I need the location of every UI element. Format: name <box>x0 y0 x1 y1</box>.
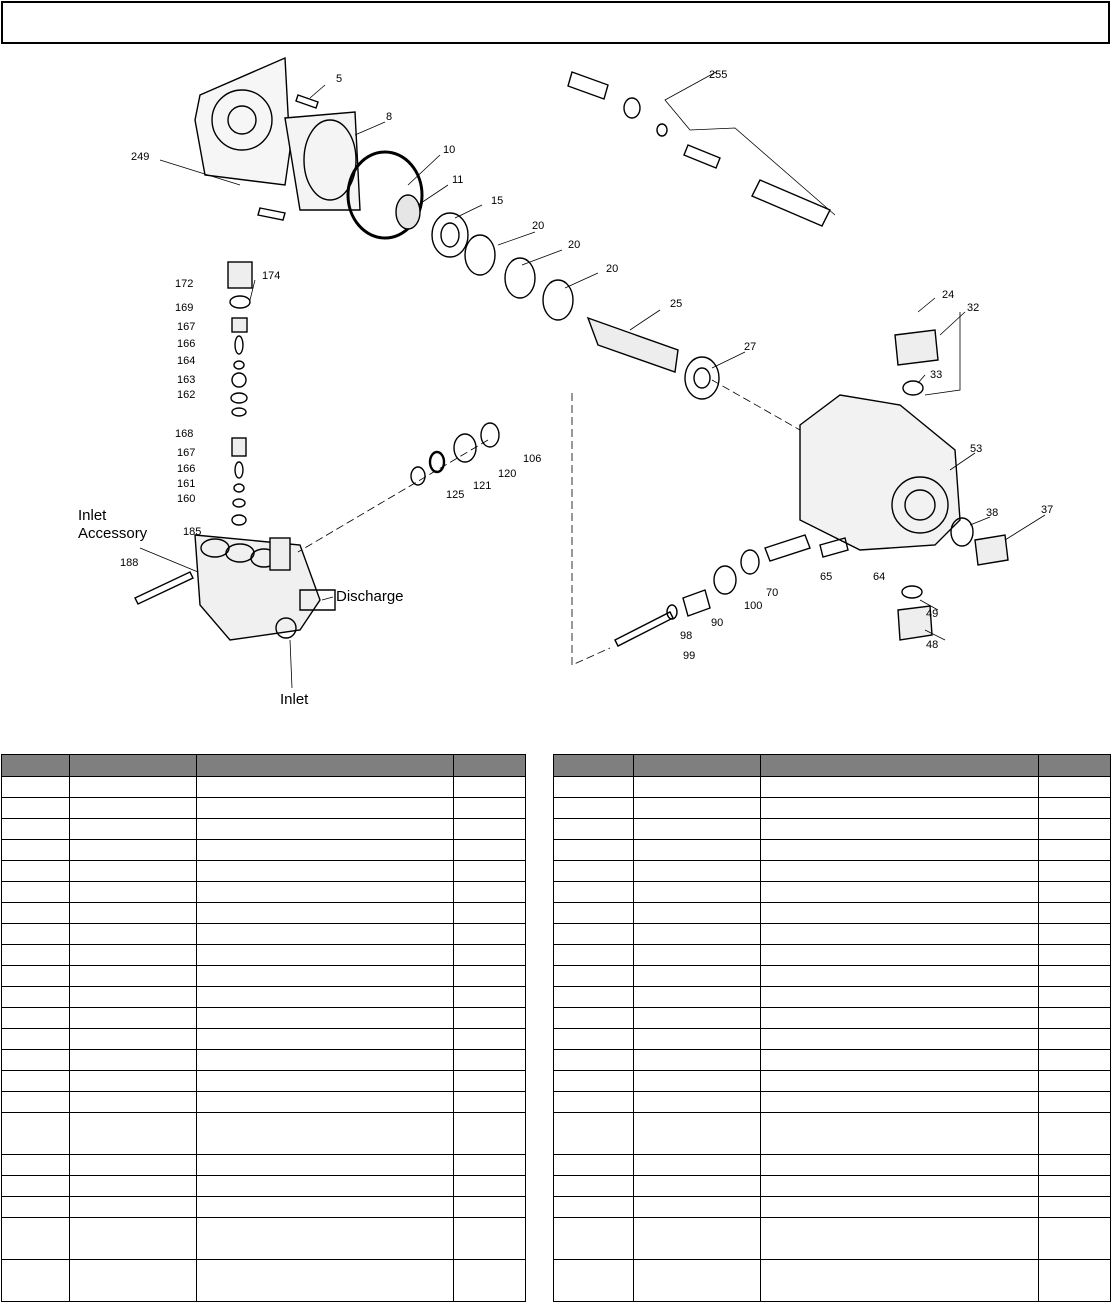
callout: 11 <box>452 174 464 186</box>
table-row <box>2 861 526 882</box>
table-cell <box>70 966 197 987</box>
table-cell <box>554 777 634 798</box>
table-row <box>2 1155 526 1176</box>
parts-table-left <box>1 754 526 1302</box>
table-cell <box>2 1155 70 1176</box>
table-cell <box>454 966 526 987</box>
table-header-row <box>554 755 1111 777</box>
table-cell <box>197 1029 454 1050</box>
table-cell <box>197 987 454 1008</box>
table-cell <box>70 840 197 861</box>
table-cell <box>761 777 1039 798</box>
table-cell <box>1039 1155 1111 1176</box>
callout: 53 <box>970 443 983 455</box>
table-cell <box>634 903 761 924</box>
table-cell <box>2 903 70 924</box>
table-cell <box>70 882 197 903</box>
table-cell <box>761 1197 1039 1218</box>
callout: 27 <box>744 341 757 353</box>
table-row <box>554 819 1111 840</box>
table-cell <box>2 924 70 945</box>
table-row <box>2 777 526 798</box>
callout: 121 <box>473 480 492 492</box>
table-cell <box>454 924 526 945</box>
table-cell <box>761 1050 1039 1071</box>
table-cell <box>554 924 634 945</box>
table-row <box>2 945 526 966</box>
table-cell <box>634 1176 761 1197</box>
table-cell <box>554 882 634 903</box>
table-cell <box>70 987 197 1008</box>
header-box <box>1 1 1110 44</box>
table-cell <box>454 840 526 861</box>
callout: 10 <box>443 144 456 156</box>
callout: 20 <box>532 220 545 232</box>
table-cell <box>554 1008 634 1029</box>
table-cell <box>197 903 454 924</box>
table-cell <box>761 1092 1039 1113</box>
table-row <box>554 924 1111 945</box>
table-cell <box>70 1092 197 1113</box>
table-cell <box>554 1218 634 1260</box>
table-row <box>2 987 526 1008</box>
callout: 65 <box>820 571 833 583</box>
callout: 125 <box>446 489 465 501</box>
table-cell <box>2 1260 70 1302</box>
table-cell <box>554 1113 634 1155</box>
table-cell <box>197 1218 454 1260</box>
inlet-accessory-label: Accessory <box>78 525 148 542</box>
table-cell <box>2 819 70 840</box>
table-cell <box>554 966 634 987</box>
table-row <box>554 987 1111 1008</box>
callout: 64 <box>873 571 886 583</box>
table-cell <box>2 840 70 861</box>
table-cell <box>70 945 197 966</box>
callout: 255 <box>709 69 728 81</box>
table-cell <box>454 1071 526 1092</box>
table-cell <box>454 987 526 1008</box>
table-cell <box>761 798 1039 819</box>
table-cell <box>634 966 761 987</box>
callout: 48 <box>926 639 939 651</box>
table-cell <box>1039 1260 1111 1302</box>
table-cell <box>2 966 70 987</box>
table-cell <box>554 861 634 882</box>
table-cell <box>634 1260 761 1302</box>
table-cell <box>554 1260 634 1302</box>
table-row <box>2 798 526 819</box>
inlet-accessory-label: Inlet <box>78 507 107 524</box>
table-cell <box>2 1113 70 1155</box>
table-cell <box>761 882 1039 903</box>
table-cell <box>1039 966 1111 987</box>
table-cell <box>454 1113 526 1155</box>
table-row <box>2 1260 526 1302</box>
parts-table-right <box>553 754 1111 1302</box>
table-cell <box>2 861 70 882</box>
table-row <box>554 840 1111 861</box>
table-cell <box>70 1197 197 1218</box>
table-cell <box>1039 1176 1111 1197</box>
callout: 161 <box>177 478 196 490</box>
table-cell <box>761 1218 1039 1260</box>
table-cell <box>1039 1113 1111 1155</box>
callout: 32 <box>967 302 980 314</box>
table-cell <box>634 924 761 945</box>
table-cell <box>197 861 454 882</box>
table-cell <box>2 882 70 903</box>
callout: 164 <box>177 355 196 367</box>
table-cell <box>1039 1071 1111 1092</box>
table-cell <box>634 1218 761 1260</box>
table-cell <box>197 1197 454 1218</box>
callout: 20 <box>568 239 581 251</box>
table-row <box>2 1218 526 1260</box>
table-row <box>2 1071 526 1092</box>
table-row <box>2 1050 526 1071</box>
callout: 20 <box>606 263 619 275</box>
table-cell <box>2 987 70 1008</box>
table-cell <box>554 1029 634 1050</box>
table-row <box>554 1218 1111 1260</box>
table-row <box>554 1197 1111 1218</box>
table-cell <box>197 924 454 945</box>
table-cell <box>1039 903 1111 924</box>
table-cell <box>197 1155 454 1176</box>
table-cell <box>197 1071 454 1092</box>
table-cell <box>454 882 526 903</box>
table-cell <box>454 1050 526 1071</box>
table-cell <box>1039 777 1111 798</box>
table-cell <box>1039 987 1111 1008</box>
callout: 120 <box>498 468 517 480</box>
table-cell <box>454 819 526 840</box>
table-cell <box>1039 924 1111 945</box>
table-row <box>2 819 526 840</box>
table-cell <box>634 798 761 819</box>
table-cell <box>554 903 634 924</box>
table-cell <box>2 1008 70 1029</box>
table-cell <box>634 1071 761 1092</box>
table-row <box>554 1260 1111 1302</box>
table-cell <box>554 1155 634 1176</box>
table-cell <box>454 861 526 882</box>
table-cell <box>2 798 70 819</box>
table-cell <box>2 1050 70 1071</box>
table-cell <box>761 1029 1039 1050</box>
callout: 169 <box>175 302 194 314</box>
table-cell <box>454 777 526 798</box>
callout: 188 <box>120 557 139 569</box>
table-cell <box>634 861 761 882</box>
table-cell <box>454 1155 526 1176</box>
table-cell <box>554 1092 634 1113</box>
table-cell <box>2 1071 70 1092</box>
table-cell <box>634 777 761 798</box>
table-cell <box>634 945 761 966</box>
table-cell <box>761 987 1039 1008</box>
table-cell <box>70 1071 197 1092</box>
table-cell <box>761 1155 1039 1176</box>
callout: 160 <box>177 493 196 505</box>
callout: 167 <box>177 447 196 459</box>
table-cell <box>554 798 634 819</box>
table-cell <box>70 924 197 945</box>
table-cell <box>634 987 761 1008</box>
table-cell <box>70 798 197 819</box>
callout: 166 <box>177 338 196 350</box>
callout: 98 <box>680 630 693 642</box>
table-cell <box>634 1092 761 1113</box>
table-cell <box>554 1197 634 1218</box>
exploded-parts-diagram <box>0 48 1113 720</box>
table-cell <box>634 882 761 903</box>
cover-plate <box>195 58 290 185</box>
table-cell <box>554 945 634 966</box>
table-cell <box>761 861 1039 882</box>
table-cell <box>197 882 454 903</box>
table-cell <box>634 1050 761 1071</box>
table-row <box>2 924 526 945</box>
table-row <box>554 1176 1111 1197</box>
callout: 162 <box>177 389 196 401</box>
table-cell <box>197 1092 454 1113</box>
table-cell <box>634 1197 761 1218</box>
callout: 8 <box>386 111 393 123</box>
table-cell <box>70 1113 197 1155</box>
table-row <box>554 903 1111 924</box>
table-row <box>2 1092 526 1113</box>
table-row <box>554 1029 1111 1050</box>
callout: 106 <box>523 453 542 465</box>
table-row <box>554 945 1111 966</box>
table-cell <box>70 1050 197 1071</box>
table-row <box>554 1071 1111 1092</box>
table-cell <box>197 840 454 861</box>
camshaft <box>588 318 678 372</box>
table-cell <box>634 1155 761 1176</box>
table-cell <box>761 966 1039 987</box>
table-cell <box>197 777 454 798</box>
table-cell <box>197 1113 454 1155</box>
table-cell <box>197 966 454 987</box>
table-row <box>2 966 526 987</box>
callout: 70 <box>766 587 779 599</box>
table-cell <box>1039 1197 1111 1218</box>
table-row <box>2 840 526 861</box>
table-cell <box>197 819 454 840</box>
callout: 5 <box>336 73 343 85</box>
callout: 185 <box>183 526 202 538</box>
table-cell <box>554 819 634 840</box>
table-cell <box>634 1008 761 1029</box>
table-cell <box>1039 945 1111 966</box>
table-cell <box>554 987 634 1008</box>
table-cell <box>761 1260 1039 1302</box>
callout: 15 <box>491 195 504 207</box>
table-cell <box>197 1008 454 1029</box>
table-row <box>2 1029 526 1050</box>
callout: 166 <box>177 463 196 475</box>
table-cell <box>1039 1092 1111 1113</box>
table-cell <box>1039 1029 1111 1050</box>
table-cell <box>454 1197 526 1218</box>
table-cell <box>454 945 526 966</box>
table-cell <box>70 1176 197 1197</box>
table-cell <box>70 777 197 798</box>
table-cell <box>761 1113 1039 1155</box>
pump-head <box>800 395 960 550</box>
table-row <box>554 1113 1111 1155</box>
table-cell <box>1039 1218 1111 1260</box>
callout: 172 <box>175 278 194 290</box>
callout: 25 <box>670 298 683 310</box>
table-cell <box>70 1029 197 1050</box>
table-cell <box>634 840 761 861</box>
table-cell <box>70 861 197 882</box>
callout: 37 <box>1041 504 1054 516</box>
table-cell <box>554 840 634 861</box>
table-cell <box>761 945 1039 966</box>
table-row <box>554 798 1111 819</box>
table-cell <box>454 1029 526 1050</box>
table-cell <box>70 1260 197 1302</box>
table-cell <box>554 1071 634 1092</box>
table-cell <box>454 1092 526 1113</box>
table-cell <box>197 798 454 819</box>
table-cell <box>70 903 197 924</box>
table-row <box>554 1050 1111 1071</box>
table-cell <box>761 903 1039 924</box>
discharge-label: Discharge <box>336 588 404 605</box>
table-cell <box>761 1071 1039 1092</box>
table-cell <box>761 1176 1039 1197</box>
table-cell <box>197 945 454 966</box>
inlet-label: Inlet <box>280 691 309 708</box>
table-cell <box>761 1008 1039 1029</box>
callout: 167 <box>177 321 196 333</box>
table-row <box>2 882 526 903</box>
table-cell <box>554 1176 634 1197</box>
table-cell <box>1039 798 1111 819</box>
callout: 163 <box>177 374 196 386</box>
table-cell <box>554 1050 634 1071</box>
table-row <box>554 1092 1111 1113</box>
table-cell <box>454 1008 526 1029</box>
callout: 33 <box>930 369 943 381</box>
table-cell <box>761 840 1039 861</box>
table-cell <box>1039 1008 1111 1029</box>
table-row <box>554 1155 1111 1176</box>
table-cell <box>2 1176 70 1197</box>
table-cell <box>197 1050 454 1071</box>
table-cell <box>70 1218 197 1260</box>
table-cell <box>2 777 70 798</box>
table-row <box>2 1176 526 1197</box>
table-cell <box>2 945 70 966</box>
callout: 38 <box>986 507 999 519</box>
callout: 90 <box>711 617 724 629</box>
table-cell <box>634 1029 761 1050</box>
callout: 174 <box>262 270 281 282</box>
table-cell <box>454 1218 526 1260</box>
table-cell <box>1039 861 1111 882</box>
table-header-row <box>2 755 526 777</box>
callout: 249 <box>131 151 150 163</box>
callout: 168 <box>175 428 194 440</box>
table-cell <box>454 903 526 924</box>
table-row <box>2 903 526 924</box>
callout: 49 <box>926 608 939 620</box>
table-cell <box>2 1197 70 1218</box>
table-row <box>554 882 1111 903</box>
table-row <box>554 966 1111 987</box>
callout: 99 <box>683 650 696 662</box>
table-row <box>2 1008 526 1029</box>
table-cell <box>454 798 526 819</box>
table-cell <box>70 1008 197 1029</box>
table-cell <box>2 1029 70 1050</box>
callout: 24 <box>942 289 955 301</box>
table-row <box>554 861 1111 882</box>
table-cell <box>761 819 1039 840</box>
table-cell <box>2 1218 70 1260</box>
table-cell <box>1039 1050 1111 1071</box>
table-cell <box>634 819 761 840</box>
table-cell <box>1039 882 1111 903</box>
table-cell <box>70 1155 197 1176</box>
table-cell <box>1039 840 1111 861</box>
table-cell <box>761 924 1039 945</box>
callout: 100 <box>744 600 763 612</box>
table-cell <box>197 1176 454 1197</box>
table-cell <box>1039 819 1111 840</box>
table-row <box>2 1113 526 1155</box>
table-cell <box>2 1092 70 1113</box>
table-cell <box>70 819 197 840</box>
table-row <box>554 1008 1111 1029</box>
table-cell <box>634 1113 761 1155</box>
table-row <box>2 1197 526 1218</box>
table-cell <box>197 1260 454 1302</box>
table-cell <box>454 1176 526 1197</box>
table-row <box>554 777 1111 798</box>
table-cell <box>454 1260 526 1302</box>
